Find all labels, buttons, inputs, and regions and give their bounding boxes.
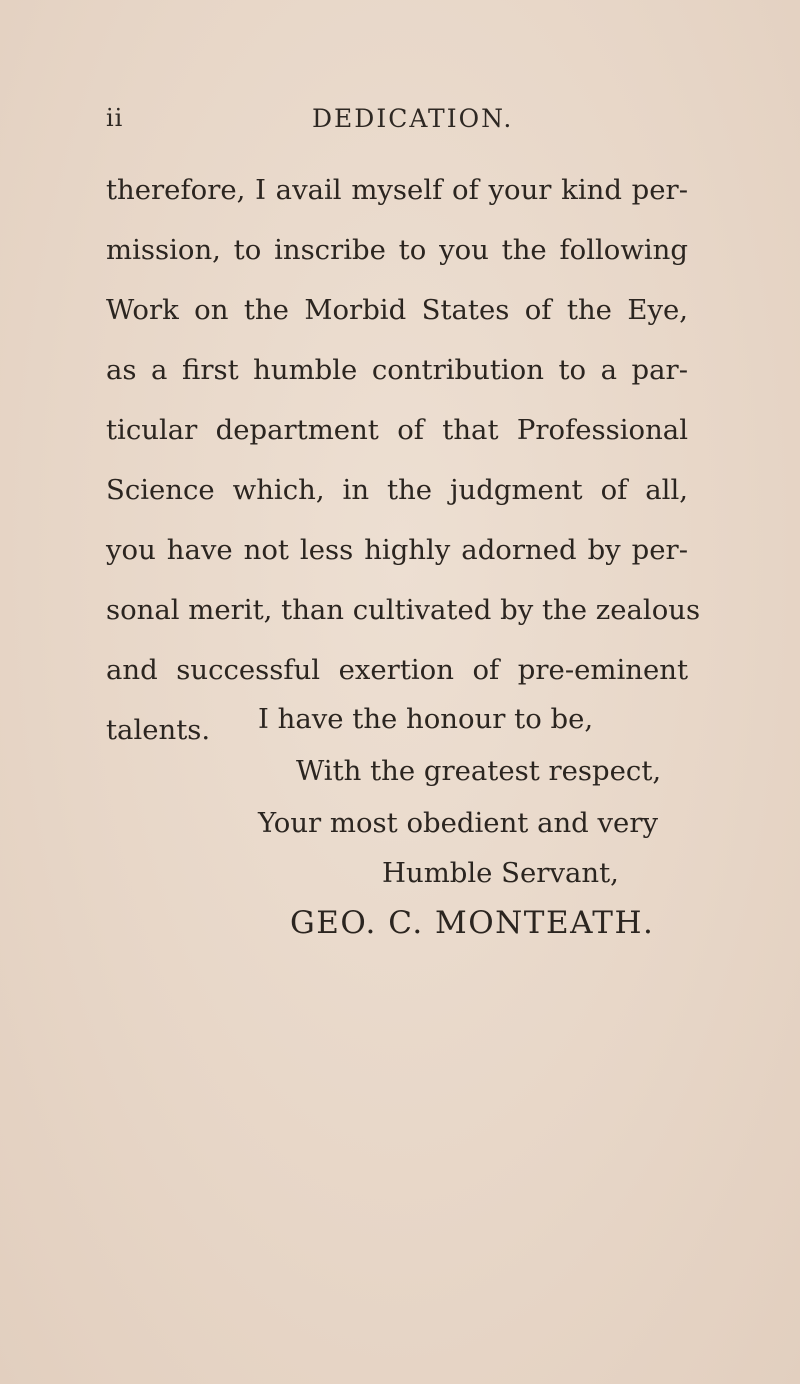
text-line: you have not less highly adorned by per- [106,534,688,566]
closing-line-honour: I have the honour to be, [258,703,594,735]
text-line: and successful exertion of pre-eminent [106,654,688,686]
signature: GEO. C. MONTEATH. [290,905,655,941]
dedication-paragraph [106,160,701,760]
page-header [0,100,800,140]
running-head: DEDICATION. [312,104,514,133]
text-line-last: talents. [106,714,211,746]
text-line: sonal merit, than cultivated by the zealous [106,594,701,626]
text-line: mission, to inscribe to you the following [106,234,688,266]
text-line: as a first humble contribution to a par- [106,354,688,386]
page-number: ii [106,104,124,132]
text-line: Work on the Morbid States of the Eye, [106,294,688,326]
closing-line-obedient: Your most obedient and very [258,807,659,839]
text-line: therefore, I avail myself of your kind per- [106,174,688,206]
closing-line-respect: With the greatest respect, [296,755,662,787]
text-line: ticular department of that Professional [106,414,688,446]
text-line: Science which, in the judgment of all, [106,474,688,506]
closing-line-servant: Humble Servant, [382,857,619,889]
